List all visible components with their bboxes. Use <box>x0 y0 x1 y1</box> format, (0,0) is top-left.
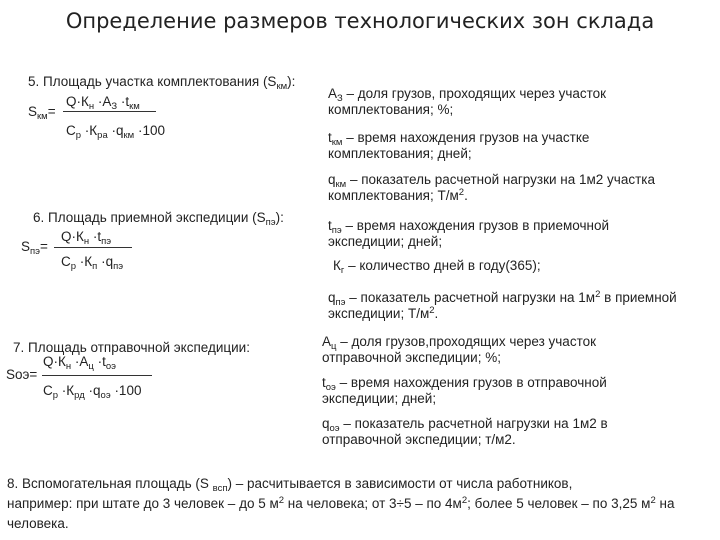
definition-a-z: $А_З$ – доля грузов, проходящих через участок комплектования; %; <box>328 86 607 117</box>
formula-5-denominator: $С_р \cdot К_{ра} \cdot q_{км} \cdot 100$ <box>66 123 165 141</box>
formula-6-fraction-bar <box>54 247 132 248</box>
section-5-heading: 5. Площадь участка комплектования $(S_{км})$: <box>28 74 296 92</box>
formula-6-lhs: $S_{пэ}=$ <box>21 239 48 257</box>
section-8-paragraph: 8. Вспомогательная площадь (S $_{всп}$) – расчитывается в зависимости от числа работников, например: при штате до 3 человек – до 5 $м^2$ на человека; от 3÷5 – по $4м^2$; более 5 человек – по 3,25 $м^2$ на человека. <box>7 476 675 531</box>
definition-q-pe: $q_{пэ}$ – показатель расчетной нагрузки на $1м^2$ в приемной экспедиции; $Т/м^2$. <box>328 289 677 321</box>
formula-5-numerator: $Q\cdot К_н \cdot А_З \cdot t_{км}$ <box>66 94 140 112</box>
formula-7-denominator: $С_р \cdot К_{рд} \cdot q_{оэ} \cdot 100$ <box>43 383 142 401</box>
definition-q-km: $q_{км}$ – показатель расчетной нагрузки на 1м2 участка комплектования; $Т/м^2$. <box>328 172 655 203</box>
formula-6-numerator: $Q\cdot К_н \cdot t_{пэ}$ <box>61 229 112 247</box>
formula-5-fraction-bar <box>63 111 156 112</box>
definition-t-pe: $t_{пэ}$ – время нахождения грузов в приемочной экспедиции; дней; <box>328 218 610 249</box>
formula-6-denominator: $С_р \cdot К_п \cdot q_{пэ}$ <box>61 254 124 272</box>
formula-7-numerator: $Q\cdot К_н \cdot А_ц \cdot t_{оэ}$ <box>43 354 116 372</box>
page-title: Определение размеров технологических зон склада <box>65 9 655 33</box>
definition-t-km: $t_{км}$ – время нахождения грузов на участке комплектования; дней; <box>328 130 590 161</box>
definition-t-oe: $t_{оэ}$ – время нахождения грузов в отправочной экспедиции; дней; <box>322 375 607 406</box>
definition-k-g: $К_г$ – количество дней в году(365); <box>333 258 541 276</box>
formula-7-fraction-bar <box>42 375 152 376</box>
section-6-heading: 6. Площадь приемной экспедиции $(S_{пэ})$: <box>33 210 284 228</box>
definition-q-oe: $q_{оэ}$ – показатель расчетной нагрузки на 1м2 в отправочной экспедиции; т/м2. <box>322 416 608 447</box>
definition-a-ts: $А_ц$ – доля грузов,проходящих через участок отправочной экспедиции; %; <box>322 334 597 365</box>
formula-5-lhs: $S_{км}=$ <box>28 104 56 122</box>
section-7-heading: 7. Площадь отправочной экспедиции: <box>13 340 250 355</box>
formula-7-lhs: Sоэ= <box>6 367 38 382</box>
